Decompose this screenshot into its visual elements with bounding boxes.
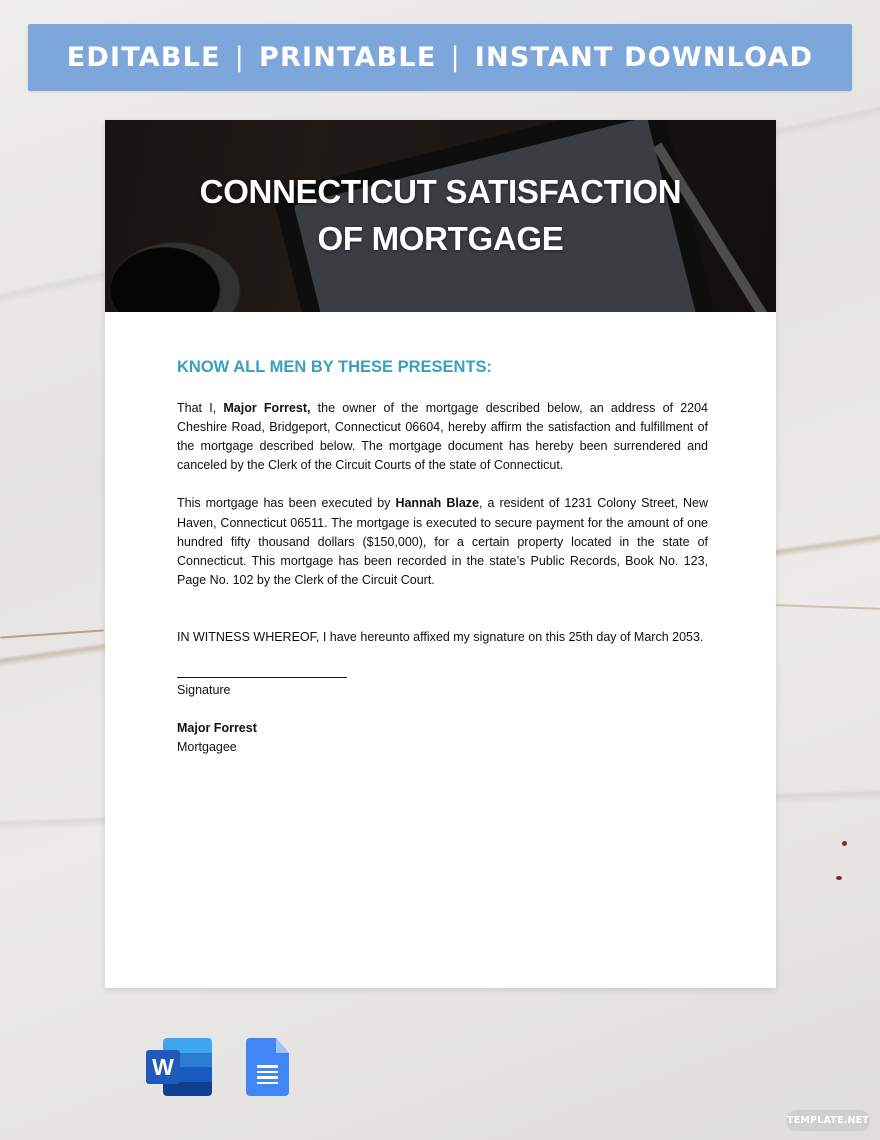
header-image: [105, 120, 776, 312]
mortgagor-name: Hannah Blaze: [395, 496, 479, 511]
banner-printable: PRINTABLE: [259, 42, 437, 73]
feature-banner: [28, 24, 852, 91]
template-net-watermark: TEMPLATE.NET: [786, 1110, 870, 1131]
mortgagee-name: Major Forrest,: [223, 401, 311, 416]
marble-vein: [776, 604, 880, 610]
banner-separator: |: [450, 42, 461, 73]
signer-name: Major Forrest: [177, 721, 257, 736]
banner-separator: |: [234, 42, 246, 73]
google-docs-icon: [246, 1038, 289, 1096]
paragraph-execution: This mortgage has been executed by Hannah Blaze, a resident of 1231 Colony Street, New Haven, Connecticut 06511. The mortgage is executed to secure payment for the amount of one hundred fifty thousand dollars ($150,000), for a certain property located in the state of Connecticut. This mortgage has been recorded in the state’s Public Records, Book No. 123, Page No. 102 by the Clerk of the Circuit Court.: [177, 496, 708, 587]
document-title: CONNECTICUT SATISFACTION OF MORTGAGE: [199, 173, 682, 257]
format-icons: [146, 1038, 289, 1096]
decor-speck: [836, 876, 842, 880]
paragraph-satisfaction: That I, Major Forrest, the owner of the mortgage described below, an address of 2204 Cheshire Road, Bridgeport, Connecticut 06604, hereby affirm the satisfaction and fulfillment of the mortgage described below. The mortgage document has hereby been surrendered and canceled by the Clerk of the Circuit Courts of the state of Connecticut.: [177, 401, 709, 473]
signature-line: [177, 667, 347, 678]
document-body: [177, 358, 708, 757]
marble-vein: [0, 629, 104, 638]
banner-instant-download: INSTANT DOWNLOAD: [474, 42, 814, 73]
decor-speck: [842, 841, 847, 846]
witness-statement: IN WITNESS WHEREOF, I have hereunto affixed my signature on this 25th day of March 2053.: [177, 629, 704, 644]
signer-role: Mortgagee: [177, 740, 237, 755]
microsoft-word-icon: W: [146, 1038, 212, 1096]
signature-label: Signature: [177, 683, 231, 698]
document-page: [105, 120, 776, 988]
section-heading: KNOW ALL MEN BY THESE PRESENTS:: [177, 358, 493, 376]
banner-editable: EDITABLE: [66, 42, 221, 73]
